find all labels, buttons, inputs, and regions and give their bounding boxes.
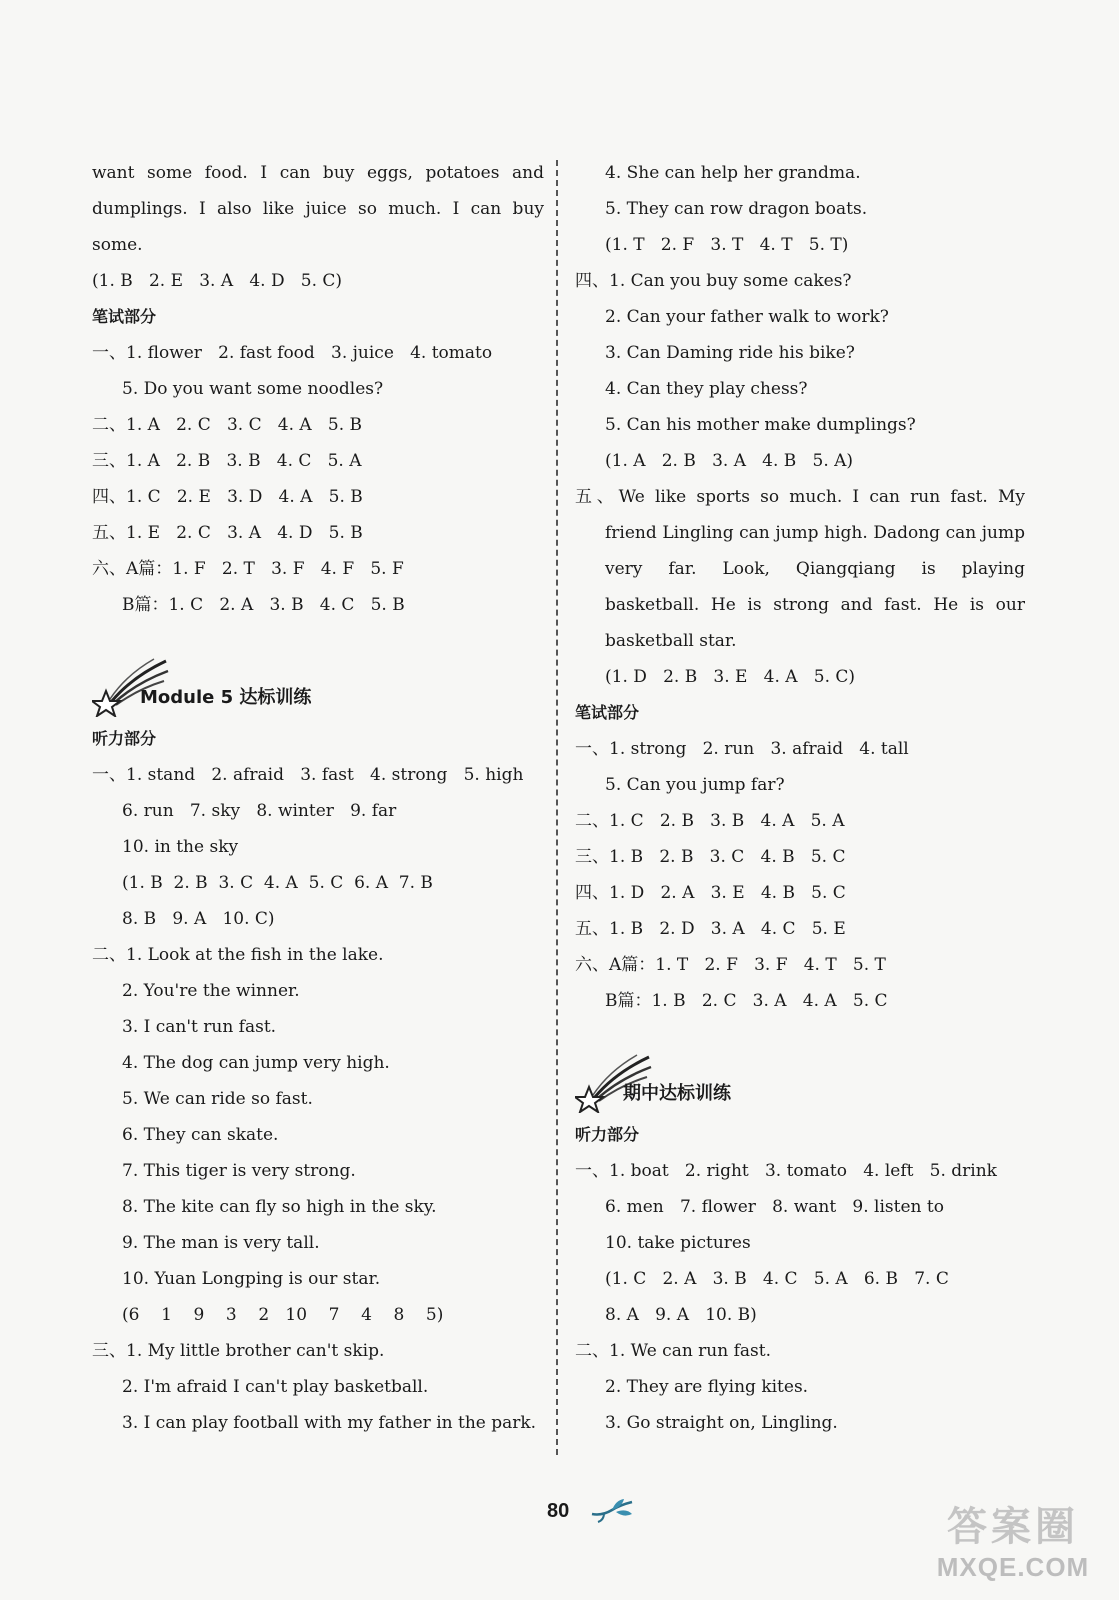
answer-line: 6. run 7. sky 8. winter 9. far xyxy=(122,801,397,821)
watermark xyxy=(918,1502,1108,1592)
section-spacer xyxy=(92,623,544,643)
answer-line: basketball. He is strong and fast. He is our xyxy=(605,595,1025,615)
answer-line: 3. I can't run fast. xyxy=(122,1017,277,1037)
answer-line: 一、1. strong 2. run 3. afraid 4. tall xyxy=(575,739,909,759)
answer-line: 五、We like sports so much. I can run fast. My xyxy=(575,487,1025,507)
answer-line: 8. B 9. A 10. C) xyxy=(122,909,275,929)
answer-line: 5. Can you jump far? xyxy=(605,775,785,795)
section-heading: 听力部分 xyxy=(575,1125,640,1144)
answer-line: dumplings. I also like juice so much. I can buy xyxy=(92,199,544,219)
answer-line: 2. I'm afraid I can't play basketball. xyxy=(122,1377,429,1397)
answer-line: 6. They can skate. xyxy=(122,1125,279,1145)
answer-line: 四、1. D 2. A 3. E 4. B 5. C xyxy=(575,883,846,903)
answer-line: (1. B 2. B 3. C 4. A 5. C 6. A 7. B xyxy=(122,873,433,893)
module-title-text: Module 5 达标训练 xyxy=(140,687,312,708)
answer-line: 9. The man is very tall. xyxy=(122,1233,320,1253)
answer-line: 一、1. stand 2. afraid 3. fast 4. strong 5. high xyxy=(92,765,524,785)
left-column xyxy=(92,155,544,1441)
answer-line: B篇：1. C 2. A 3. B 4. C 5. B xyxy=(122,595,405,615)
watermark-text: 答案圈 xyxy=(947,1504,1079,1550)
answer-line: 4. Can they play chess? xyxy=(605,379,808,399)
answer-line: 4. The dog can jump very high. xyxy=(122,1053,390,1073)
answer-line: 5. Can his mother make dumplings? xyxy=(605,415,916,435)
answer-line: 10. take pictures xyxy=(605,1233,751,1253)
answer-line: (6 1 9 3 2 10 7 4 8 5) xyxy=(122,1305,444,1325)
section-heading: 笔试部分 xyxy=(92,307,157,326)
answer-line: 二、1. Look at the fish in the lake. xyxy=(92,945,384,965)
answer-line: (1. B 2. E 3. A 4. D 5. C) xyxy=(92,271,343,291)
leaf-ornament-icon xyxy=(590,1496,636,1524)
answer-line: 2. They are flying kites. xyxy=(605,1377,809,1397)
answer-line: 3. Can Daming ride his bike? xyxy=(605,343,855,363)
answer-line: 四、1. C 2. E 3. D 4. A 5. B xyxy=(92,487,363,507)
answer-line: 5. We can ride so fast. xyxy=(122,1089,313,1109)
answer-line: 2. You're the winner. xyxy=(122,981,300,1001)
answer-line: 五、1. E 2. C 3. A 4. D 5. B xyxy=(92,523,363,543)
answer-line: (1. A 2. B 3. A 4. B 5. A) xyxy=(605,451,854,471)
answer-line: 3. Go straight on, Lingling. xyxy=(605,1413,838,1433)
answer-line: 二、1. We can run fast. xyxy=(575,1341,771,1361)
answer-line: want some food. I can buy eggs, potatoes and xyxy=(92,163,544,183)
module-title-text: 期中达标训练 xyxy=(623,1083,731,1104)
answer-line: (1. D 2. B 3. E 4. A 5. C) xyxy=(605,667,856,687)
module-title xyxy=(92,643,544,721)
answer-line: 六、A篇：1. T 2. F 3. F 4. T 5. T xyxy=(575,955,886,975)
page-number: 80 xyxy=(547,1500,570,1522)
answer-line: 一、1. flower 2. fast food 3. juice 4. tomato xyxy=(92,343,493,363)
answer-line: 二、1. A 2. C 3. C 4. A 5. B xyxy=(92,415,363,435)
answer-line: 4. She can help her grandma. xyxy=(605,163,861,183)
answer-line: 三、1. A 2. B 3. B 4. C 5. A xyxy=(92,451,362,471)
answer-line: 二、1. C 2. B 3. B 4. A 5. A xyxy=(575,811,845,831)
right-column xyxy=(575,155,1025,1441)
answer-line: 5. They can row dragon boats. xyxy=(605,199,868,219)
answer-line: 8. A 9. A 10. B) xyxy=(605,1305,757,1325)
answer-line: basketball star. xyxy=(605,631,737,651)
answer-line: 三、1. B 2. B 3. C 4. B 5. C xyxy=(575,847,846,867)
answer-line: some. xyxy=(92,235,143,255)
answer-line: 7. This tiger is very strong. xyxy=(122,1161,356,1181)
answer-line: friend Lingling can jump high. Dadong can jump xyxy=(605,523,1025,543)
answer-line: 10. Yuan Longping is our star. xyxy=(122,1269,381,1289)
answer-line: 六、A篇：1. F 2. T 3. F 4. F 5. F xyxy=(92,559,404,579)
answer-line: 五、1. B 2. D 3. A 4. C 5. E xyxy=(575,919,846,939)
section-spacer xyxy=(575,1019,1025,1039)
answer-line: 5. Do you want some noodles? xyxy=(122,379,384,399)
column-divider xyxy=(556,160,558,1455)
answer-line: 6. men 7. flower 8. want 9. listen to xyxy=(605,1197,944,1217)
answer-line: 8. The kite can fly so high in the sky. xyxy=(122,1197,437,1217)
answer-line: 三、1. My little brother can't skip. xyxy=(92,1341,385,1361)
section-heading: 笔试部分 xyxy=(575,703,640,722)
answer-line: 一、1. boat 2. right 3. tomato 4. left 5. drink xyxy=(575,1161,997,1181)
answer-line: very far. Look, Qiangqiang is playing xyxy=(605,559,1025,579)
module-title xyxy=(575,1039,1025,1117)
answer-line: 四、1. Can you buy some cakes? xyxy=(575,271,852,291)
answer-line: B篇：1. B 2. C 3. A 4. A 5. C xyxy=(605,991,888,1011)
answer-line: (1. C 2. A 3. B 4. C 5. A 6. B 7. C xyxy=(605,1269,949,1289)
answer-line: 10. in the sky xyxy=(122,837,239,857)
section-heading: 听力部分 xyxy=(92,729,157,748)
answer-line: 3. I can play football with my father in the park. xyxy=(122,1413,537,1433)
answer-line: 2. Can your father walk to work? xyxy=(605,307,889,327)
answer-line: (1. T 2. F 3. T 4. T 5. T) xyxy=(605,235,849,255)
watermark-url: MXQE.COM xyxy=(936,1552,1090,1582)
